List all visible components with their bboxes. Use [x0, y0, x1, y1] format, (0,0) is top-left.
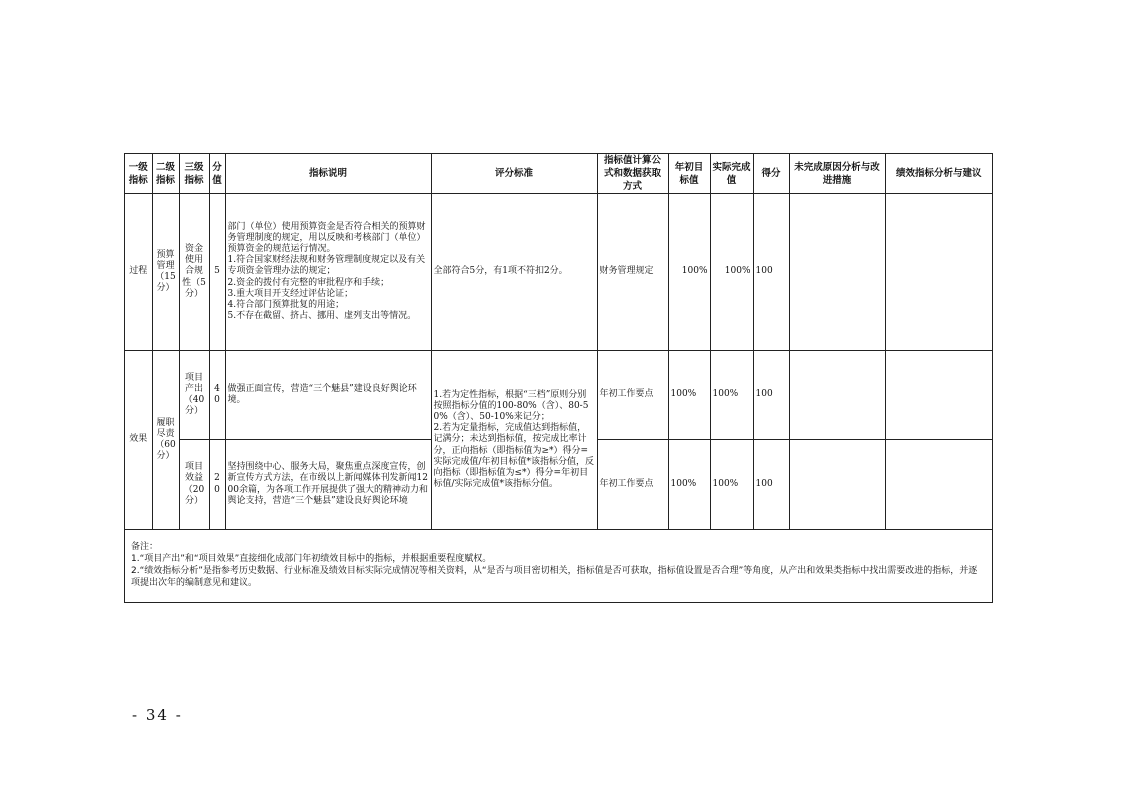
header-formula: 指标值计算公式和数据获取方式	[597, 154, 668, 194]
score-cell: 5	[209, 194, 225, 351]
reason-cell	[789, 351, 885, 440]
points-cell: 100	[753, 194, 789, 351]
table-row	[125, 194, 992, 351]
level1-cell: 效果	[125, 351, 152, 530]
score-cell: 20	[209, 440, 225, 530]
actual-cell: 100%	[710, 351, 753, 440]
table-header-row	[125, 154, 992, 194]
criteria-cell: 全部符合5分，有1项不符扣2分。	[431, 194, 597, 351]
advice-cell	[885, 440, 992, 530]
notes-line-2: 2.“绩效指标分析”是指参考历史数据、行业标准及绩效目标实际完成情况等相关资料，从“是否与项目密切相关，指标值是否可获取，指标值设置是否合理”等角度，从产出和效果类指标中找出需要改进的指标，并逐项提出次年的编制意见和建议。	[131, 566, 978, 588]
header-level3: 三级指标	[179, 154, 209, 194]
performance-indicator-table	[125, 154, 992, 530]
header-reason: 未完成原因分析与改进措施	[789, 154, 885, 194]
reason-cell	[789, 194, 885, 351]
points-cell: 100	[753, 440, 789, 530]
level3-cell: 项目产出（40分）	[179, 351, 209, 440]
notes-title: 备注：	[131, 542, 159, 552]
level1-cell: 过程	[125, 194, 152, 351]
header-level1: 一级指标	[125, 154, 152, 194]
notes-section	[125, 534, 992, 602]
header-level2: 二级指标	[152, 154, 179, 194]
reason-cell	[789, 440, 885, 530]
advice-cell	[885, 351, 992, 440]
level2-cell: 预算管理（15分）	[152, 194, 179, 351]
actual-cell: 100%	[710, 194, 753, 351]
header-target: 年初目标值	[668, 154, 710, 194]
header-description: 指标说明	[225, 154, 431, 194]
target-cell: 100%	[668, 194, 710, 351]
level2-cell: 履职尽责（60分）	[152, 351, 179, 530]
target-cell: 100%	[668, 351, 710, 440]
header-points: 得分	[753, 154, 789, 194]
formula-cell: 财务管理规定	[597, 194, 668, 351]
header-advice: 绩效指标分析与建议	[885, 154, 992, 194]
points-cell: 100	[753, 351, 789, 440]
notes-line-1: 1.“项目产出”和“项目效果”直接细化成部门年初绩效目标中的指标，并根据重要程度赋权。	[131, 554, 492, 564]
table-row	[125, 351, 992, 440]
level3-cell: 项目效益（20分）	[179, 440, 209, 530]
description-cell: 做强正面宣传，营造“三个魅县”建设良好舆论环境。	[225, 351, 431, 440]
header-criteria: 评分标准	[431, 154, 597, 194]
target-cell: 100%	[668, 440, 710, 530]
formula-cell: 年初工作要点	[597, 440, 668, 530]
page-number: - 34 -	[132, 706, 183, 724]
score-cell: 40	[209, 351, 225, 440]
header-score: 分值	[209, 154, 225, 194]
header-actual: 实际完成值	[710, 154, 753, 194]
description-cell: 坚持围绕中心、服务大局，聚焦重点深度宣传，创新宣传方式方法，在市级以上新闻媒体刊发新闻1200余篇，为各项工作开展提供了强大的精神动力和舆论支持，营造“三个魅县”建设良好舆论环境	[225, 440, 431, 530]
criteria-cell: 1.若为定性指标，根据“三档”原则分别按照指标分值的100-80%（含）、80-50%（含）、50-10%来记分； 2.若为定量指标，完成值达到指标值，记满分；未达到指标值，按完成比率计分，正向指标（即指标值为≥*）得分=实际完成值/年初目标值*该指标分值，反向指标（即指标值为≤*）得分=年初目标值/实际完成值*该指标分值。	[431, 351, 597, 530]
performance-table-frame	[124, 153, 993, 603]
description-cell: 部门（单位）使用预算资金是否符合相关的预算财务管理制度的规定，用以反映和考核部门（单位）预算资金的规范运行情况。 1.符合国家财经法规和财务管理制度规定以及有关专项资金管理办法的规定； 2.资金的拨付有完整的审批程序和手续； 3.重大项目开支经过评估论证； 4.符合部门预算批复的用途； 5.不存在截留、挤占、挪用、虚列支出等情况。	[225, 194, 431, 351]
actual-cell: 100%	[710, 440, 753, 530]
level3-cell: 资金使用合规性（5分）	[179, 194, 209, 351]
advice-cell	[885, 194, 992, 351]
formula-cell: 年初工作要点	[597, 351, 668, 440]
